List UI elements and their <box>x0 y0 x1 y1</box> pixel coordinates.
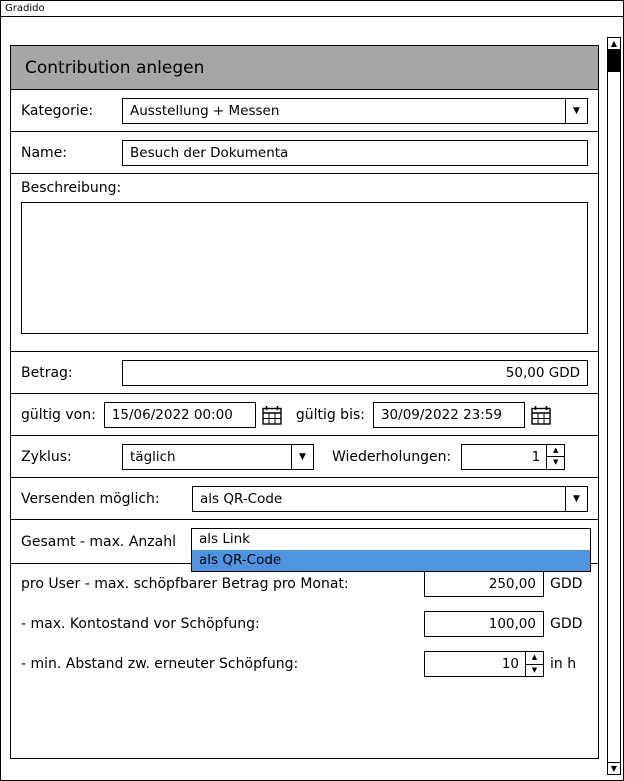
gueltig-von-label: gültig von: <box>21 406 96 423</box>
window-title: Gradido <box>5 3 45 14</box>
wiederholungen-value: 1 <box>531 448 541 465</box>
abstand-label: - min. Abstand zw. erneuter Schöpfung: <box>21 656 299 672</box>
window-titlebar <box>1 1 623 17</box>
abstand-value: 10 <box>501 656 519 672</box>
limit-row-kontostand <box>21 604 588 644</box>
panel-title: Contribution anlegen <box>11 46 598 90</box>
versenden-select[interactable] <box>192 486 588 512</box>
gueltig-bis-value: 30/09/2022 23:59 <box>380 406 502 423</box>
chevron-down-icon[interactable]: ▼ <box>565 99 587 123</box>
dropdown-option-als-link[interactable]: als Link <box>192 529 590 550</box>
dropdown-option-als-qr-code[interactable]: als QR-Code <box>192 550 590 571</box>
spin-down-icon[interactable]: ▼ <box>531 665 538 674</box>
scrollbar-thumb[interactable] <box>608 50 620 72</box>
versenden-value: als QR-Code <box>200 490 283 507</box>
row-betrag <box>11 352 598 394</box>
spin-up-icon[interactable]: ▲ <box>547 445 564 458</box>
versenden-dropdown-list[interactable] <box>191 528 591 572</box>
zyklus-select[interactable] <box>122 444 314 470</box>
spin-down-icon[interactable]: ▼ <box>553 458 559 467</box>
kategorie-label: Kategorie: <box>21 102 94 119</box>
calendar-icon-von[interactable] <box>262 405 282 425</box>
gueltig-von-value: 15/06/2022 00:00 <box>111 406 233 423</box>
row-name <box>11 132 598 174</box>
name-label: Name: <box>21 144 68 161</box>
chevron-down-icon[interactable]: ▼ <box>565 487 587 511</box>
abstand-unit: in h <box>550 656 577 672</box>
wiederholungen-label: Wiederholungen: <box>332 448 452 465</box>
row-zyklus <box>11 436 598 478</box>
row-beschreibung <box>11 174 598 352</box>
name-input[interactable] <box>122 140 588 166</box>
kategorie-select[interactable] <box>122 98 588 124</box>
pro-user-input[interactable] <box>424 571 544 597</box>
versenden-label: Versenden möglich: <box>21 490 160 507</box>
zyklus-value: täglich <box>130 448 176 465</box>
row-versenden <box>11 478 598 520</box>
gesamt-label: Gesamt - max. Anzahl <box>21 533 176 550</box>
abstand-stepper[interactable] <box>424 651 544 677</box>
limit-row-abstand <box>21 644 588 684</box>
vertical-scrollbar[interactable] <box>607 37 621 775</box>
pro-user-label: pro User - max. schöpfbarer Betrag pro Monat: <box>21 576 349 592</box>
pro-user-unit: GDD <box>550 576 583 592</box>
chevron-down-icon[interactable]: ▼ <box>291 445 313 469</box>
spin-up-icon[interactable]: ▲ <box>526 652 543 665</box>
kategorie-value: Ausstellung + Messen <box>130 102 280 119</box>
zyklus-label: Zyklus: <box>21 448 72 465</box>
betrag-value: 50,00 GDD <box>505 364 580 381</box>
pro-user-value: 250,00 <box>488 576 536 592</box>
row-kategorie <box>11 90 598 132</box>
scroll-down-arrow-icon[interactable]: ▼ <box>608 762 620 774</box>
kontostand-unit: GDD <box>550 616 583 632</box>
betrag-label: Betrag: <box>21 364 73 381</box>
beschreibung-textarea[interactable] <box>21 202 588 334</box>
gueltig-bis-input[interactable] <box>373 402 525 428</box>
scroll-up-arrow-icon[interactable]: ▲ <box>608 38 620 50</box>
kontostand-input[interactable] <box>424 611 544 637</box>
beschreibung-label: Beschreibung: <box>21 180 122 196</box>
gueltig-von-input[interactable] <box>104 402 256 428</box>
gueltig-bis-label: gültig bis: <box>295 406 365 423</box>
contribution-form-panel <box>10 45 599 759</box>
betrag-input[interactable] <box>122 360 588 386</box>
abstand-spin-buttons[interactable] <box>525 652 543 676</box>
name-value: Besuch der Dokumenta <box>130 144 289 161</box>
window-client-area <box>1 17 623 779</box>
calendar-icon-bis[interactable] <box>531 405 551 425</box>
wiederholungen-spin-buttons[interactable] <box>546 445 564 469</box>
row-gueltig <box>11 394 598 436</box>
kontostand-value: 100,00 <box>488 616 536 632</box>
row-limits <box>11 564 598 684</box>
kontostand-label: - max. Kontostand vor Schöpfung: <box>21 616 260 632</box>
wiederholungen-stepper[interactable] <box>461 444 565 470</box>
